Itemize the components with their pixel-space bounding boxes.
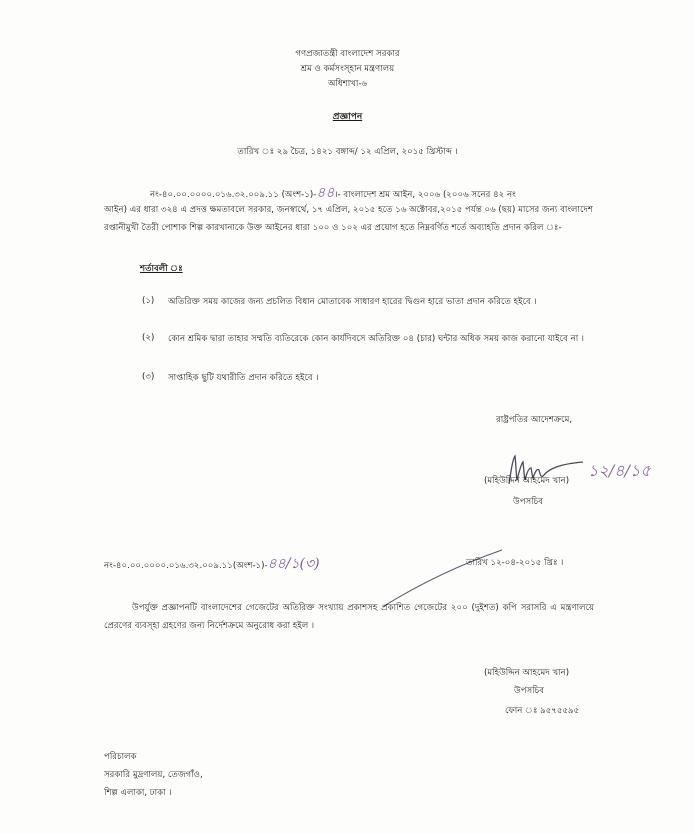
condition-text: কোন শ্রমিক দ্বারা তাহার সম্মতি ব্যতিরেকে কোন কার্যদিবসে অতিরিক্ত ০৪ (চার) ঘন্টার অধিক সময় কাজ করানো যাইবে না । bbox=[168, 334, 585, 344]
handwritten-memo-ref: ৪৪/১(৩) bbox=[267, 556, 320, 572]
memo-body: উপর্যুক্ত প্রজ্ঞাপনটি বাংলাদেশের গেজেটের অতিরিক্ত সংখ্যায় প্রকাশসহ প্রকাশিত গেজেটের ২০০ (দুইশত) কপি সরাসরি এ মন্ত্রণালয়ে প্রেরণের ব্যবস্হা গ্রহণের জন্য নির্দেশক্রমে অনুরোধ করা হইল । bbox=[104, 603, 594, 631]
memo-date: তারিখ ১২-০৪-২০১৫ খ্রিঃ । bbox=[466, 558, 564, 568]
branch-name: অধিশাখা-৬ bbox=[327, 79, 368, 89]
signatory-phone: ফোন ঃ ৯৫৭৫৫৯৫ bbox=[505, 706, 580, 716]
ministry-name: শ্রম ও কর্মসংস্হান মন্ত্রণালয় bbox=[300, 64, 395, 74]
government-name: গণপ্রজাতন্ত্রী বাংলাদেশ সরকার bbox=[295, 49, 400, 59]
order-line: রাষ্ট্রপতির আদেশক্রমে, bbox=[496, 415, 573, 425]
handwritten-ref-number: ৪৪ bbox=[316, 185, 335, 201]
condition-number: (২) bbox=[142, 333, 155, 343]
notification-ref-number: নং-৪০.০০.০০০০.০১৬.৩২.০০৯.১১ (অংশ-১)- bbox=[150, 190, 317, 200]
recipient-area: শিল্প এলাকা, ঢাকা । bbox=[104, 788, 172, 798]
conditions-heading: শর্তাবলী ঃ bbox=[140, 264, 183, 274]
handwritten-sign-date: ১২/৪/১৫ bbox=[588, 461, 651, 480]
letterhead bbox=[0, 47, 695, 92]
notification-date: তারিখ ঃ ২৯ চৈত্র, ১৪২১ বঙ্গাব্দ/ ১২ এপ্রিল, ২০১৫ খ্রিস্টাব্দ । bbox=[237, 147, 458, 157]
recipient-title: পরিচালক bbox=[104, 752, 137, 762]
signatory-designation: উপসচিব bbox=[513, 497, 544, 507]
memo-ref-line bbox=[104, 552, 320, 576]
notification-body: আইন) এর ধারা ৩২৪ এ প্রদত্ত ক্ষমতাবলে সরকার, জনস্বার্থে, ১৭ এপ্রিল, ২০১৫ হতে ১৬ অক্টোবর,২০১৫ পর্যন্ত ০৬ (ছয়) মাসের জন্য বাংলাদেশ রপ্তানীমুখী তৈরী পোশাক শিল্প কারখানাকে উক্ত আইনের ধারা ১০০ ও ১০২ এর প্রয়োগ হতে নিম্নবর্ণিত শর্তে অব্যাহতি প্রদান করিল ঃ- bbox=[104, 205, 593, 233]
memo-ref-number: নং-৪০.০০.০০০০.০১৬.৩২.০০৯.১১(অংশ-১)- bbox=[104, 561, 268, 571]
condition-number: (১) bbox=[142, 296, 155, 306]
signatory-name: (মহিউদ্দিন আহমেদ খান) bbox=[484, 476, 570, 486]
notification-body-line1: ।- বাংলাদেশ শ্রম আইন, ২০০৬ (২০০৬ সনের ৪২ নং bbox=[334, 190, 516, 200]
condition-text: সাপ্তাহিক ছুটি যথারীতি প্রদান করিতে হইবে । bbox=[168, 373, 319, 383]
signatory-designation: উপসচিব bbox=[514, 686, 545, 696]
notification-title: প্রজ্ঞাপন bbox=[332, 112, 363, 122]
condition-text: অতিরিক্ত সময় কাজের জন্য প্রচলিত বিধান মোতাবেক সাধারণ হারের দ্বিগুন হারে ভাতা প্রদান করিতে হইবে । bbox=[168, 297, 537, 307]
recipient-address bbox=[104, 748, 203, 802]
signatory-name: (মহিউদ্দিন আহমেদ খান) bbox=[484, 668, 570, 678]
condition-number: (৩) bbox=[142, 372, 155, 382]
recipient-office: সরকারি মুদ্রণালয়, তেজগাঁও, bbox=[104, 770, 203, 780]
